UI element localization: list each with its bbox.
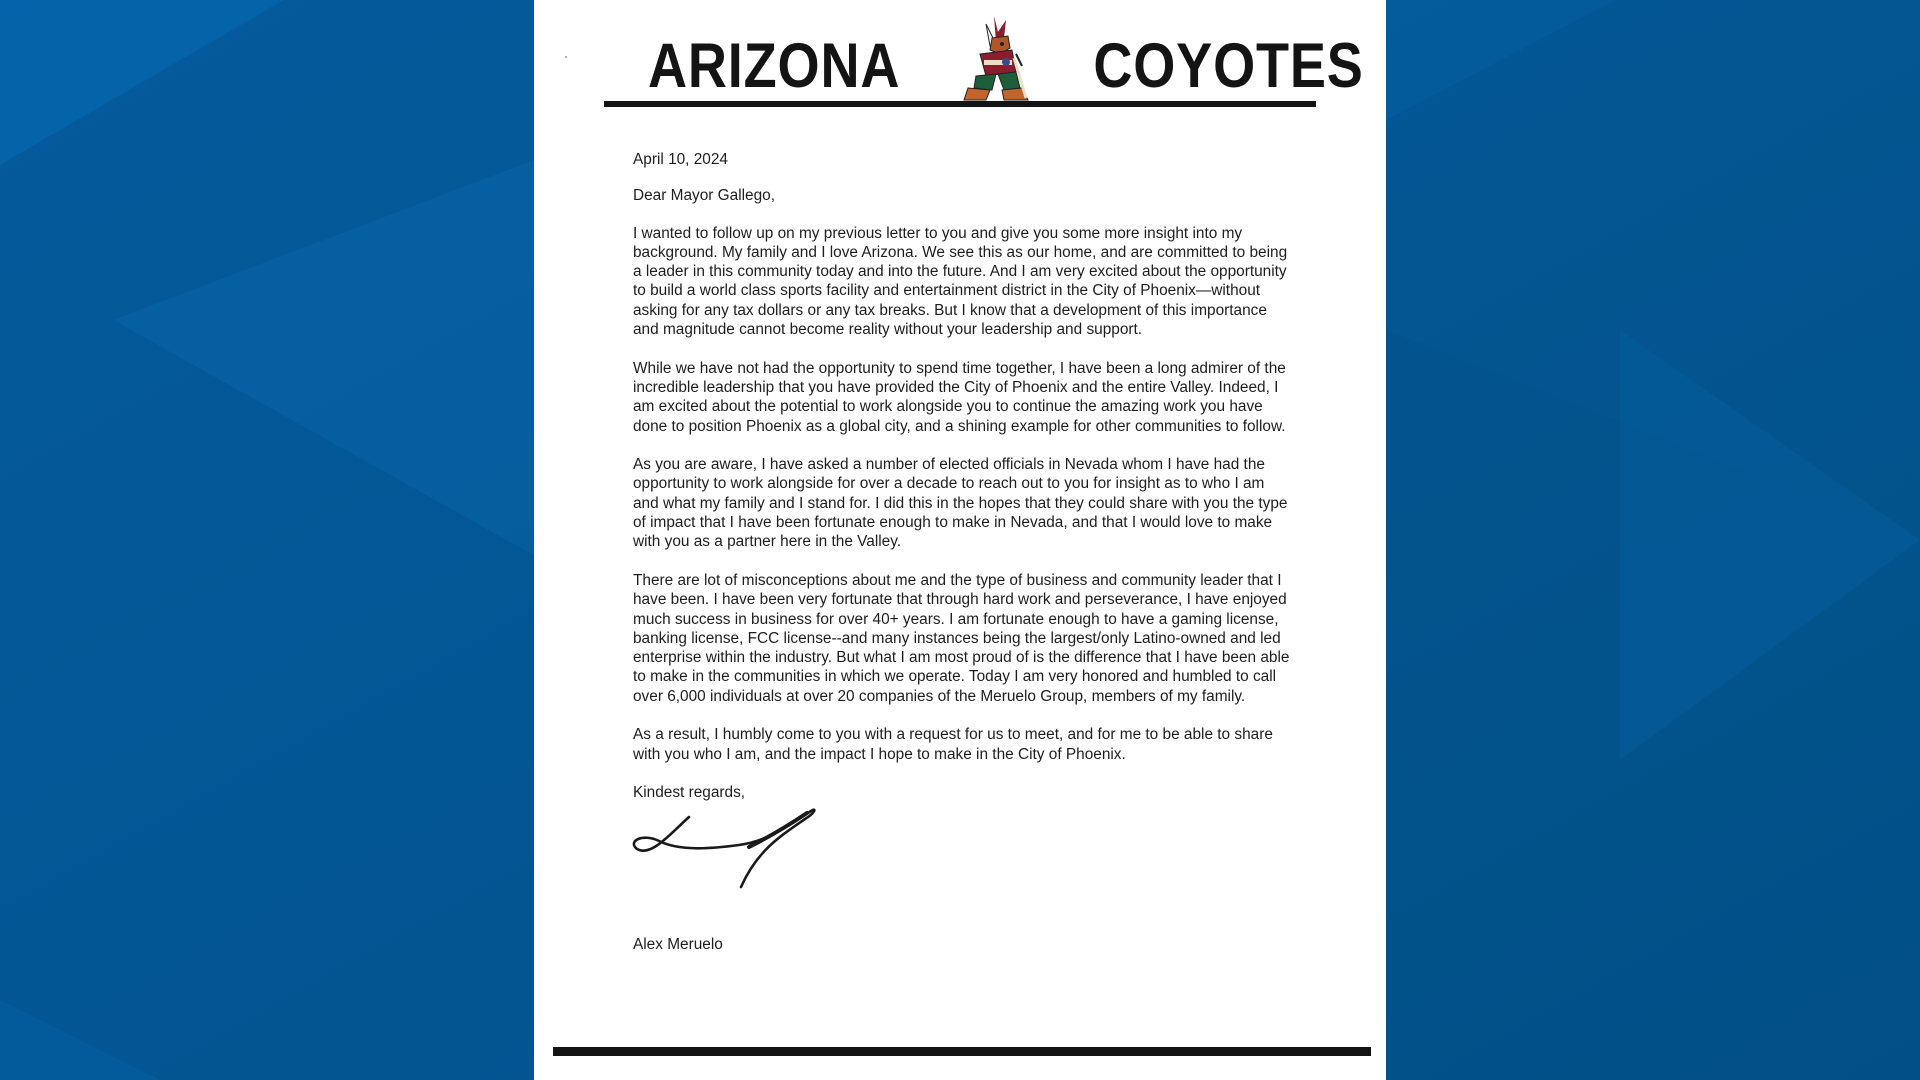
letter-date: April 10, 2024 xyxy=(633,151,728,168)
logo-word-arizona: ARIZONA xyxy=(648,29,901,101)
letter-body xyxy=(633,150,1293,895)
letter-paragraph-5: As a result, I humbly come to you with a request for us to meet, and for me to be able to share with you who I am, and the impact I hope to make in the City of Phoenix. xyxy=(633,726,1273,763)
scan-speck xyxy=(565,56,567,58)
footer-rule xyxy=(553,1047,1371,1056)
letterhead-rule xyxy=(604,101,1316,107)
letter-paragraph-2: While we have not had the opportunity to spend time together, I have been a long admirer of the incredible leadership that you have provided the City of Phoenix and the entire Valley. Indeed, I am excited about the potential to work alongside you to continue the amazing work you have done to position Phoenix as a global city, and a shining example for other communities to follow. xyxy=(633,359,1286,435)
logo-word-coyotes: COYOTES xyxy=(1093,29,1364,101)
letter-paragraph-1: I wanted to follow up on my previous letter to you and give you some more insight into my background. My family and I love Arizona. We see this as our home, and are committed to being a leader in this community today and into the future. And I am very excited about the opportunity to build a world class sports facility and entertainment district in the City of Phoenix—without asking for any tax dollars or any tax breaks. But I know that a development of this importance and magnitude cannot become reality without your leadership and support. xyxy=(633,224,1288,339)
letter-paragraph-4: There are lot of misconceptions about me and the type of business and community leader that I have been. I have been very fortunate that through hard work and perseverance, I have enjoyed much success in business for over 40+ years. I am fortunate enough to have a gaming license, banking license, FCC license--and many instances being the largest/only Latino-owned and led enterprise within the industry. But what I am most proud of is the difference that I have been able to make in the communities in which we operate. Today I am very honored and humbled to call over 6,000 individuals at over 20 companies of the Meruelo Group, members of my family. xyxy=(633,571,1290,705)
letter-paragraph-3: As you are aware, I have asked a number of elected officials in Nevada whom I have had the opportunity to work alongside for over a decade to reach out to you for insight as to who I am and what my family and I stand for. I did this in the hopes that they could share with you the type of impact that I have been fortunate enough to make in Nevada, and that I would love to make with you as a partner here in the Valley. xyxy=(633,456,1288,551)
letterhead-logo xyxy=(648,14,1364,102)
letter-closing: Kindest regards, xyxy=(633,784,746,802)
signature-icon xyxy=(629,805,829,895)
letter-greeting: Dear Mayor Gallego, xyxy=(633,187,775,205)
signer-name: Alex Meruelo xyxy=(633,936,723,953)
coyote-mascot-icon xyxy=(956,14,1034,102)
